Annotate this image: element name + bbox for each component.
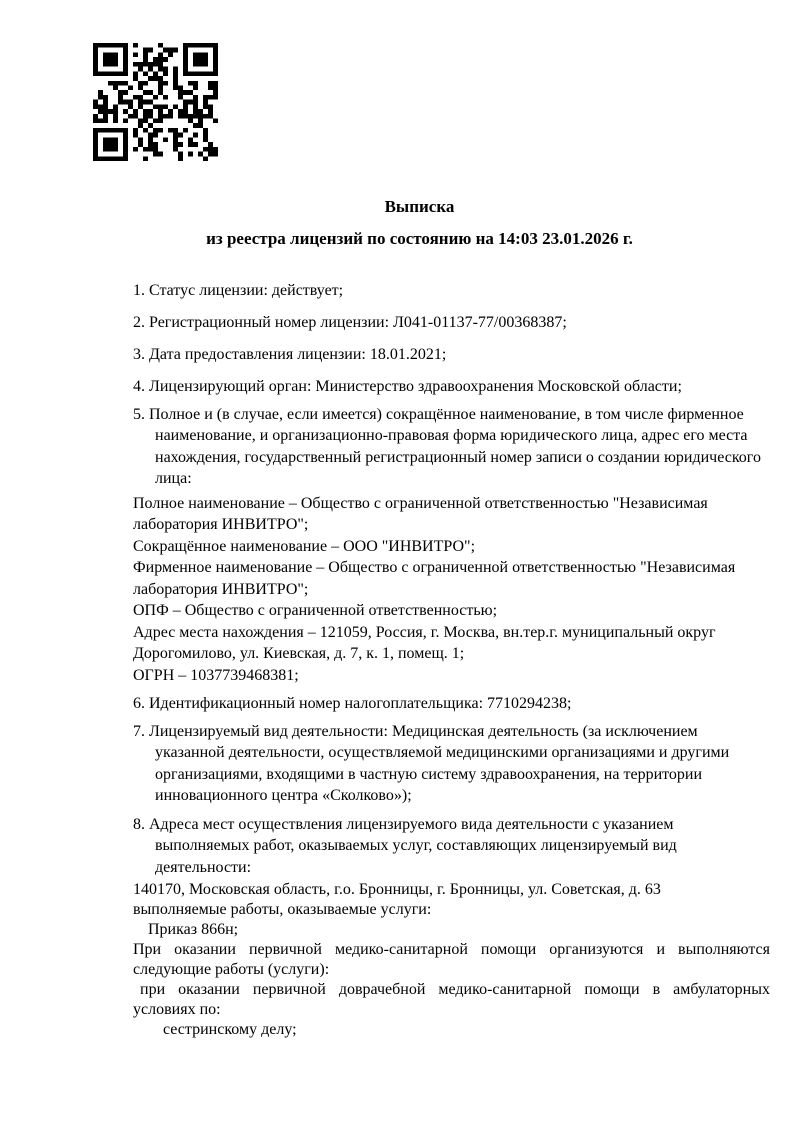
primary-care-paragraph: При оказании первичной медико-санитарной помощи организуются и выполняются следующие работы (услуги): — [133, 941, 770, 978]
license-grant-date-line: 3. Дата предоставления лицензии: 18.01.2021; — [133, 346, 447, 363]
license-reg-number-line: 2. Регистрационный номер лицензии: Л041-01137-77/00368387; — [133, 314, 567, 331]
license-status-line: 1. Статус лицензии: действует; — [133, 282, 344, 299]
org-address-line: Адрес места нахождения – 121059, Россия, г. Москва, вн.тер.г. муниципальный округ Дорогомилово, ул. Киевская, д. 7, к. 1, помещ. 1; — [133, 623, 716, 662]
taxpayer-inn-line: 6. Идентификационный номер налогоплательщика: 7710294238; — [133, 695, 572, 712]
licensed-activity-paragraph: 7. Лицензируемый вид деятельности: Медицинская деятельность (за исключением указанной деятельности, осуществляемой медицинскими организациями и другими организациями, входящими в частную систему здравоохранения, на территории инновационного центра «Сколково»); — [133, 722, 730, 804]
pre-doctor-paragraph: при оказании первичной доврачебной медико-санитарной помощи в амбулаторных условиях по: — [133, 981, 770, 1018]
org-ogrn-line: ОГРН – 1037739468381; — [133, 666, 299, 684]
document-subtitle: из реестра лицензий по состоянию на 14:03 23.01.2026 г. — [206, 229, 633, 248]
qr-code-icon — [93, 43, 218, 161]
org-short-name-line: Сокращённое наименование – ООО "ИНВИТРО"; — [133, 537, 476, 555]
nursing-line: сестринскому делу; — [163, 1021, 297, 1038]
org-brand-name-line: Фирменное наименование – Общество с ограниченной ответственностью "Независимая лаборатория ИНВИТРО"; — [133, 559, 736, 598]
works-services-label: выполняемые работы, оказываемые услуги: — [133, 901, 432, 918]
org-names-block — [133, 493, 770, 687]
work-address-line: 140170, Московская область, г.о. Бронницы, г. Бронницы, ул. Советская, д. 63 — [133, 881, 661, 898]
licensing-authority-line: 4. Лицензирующий орган: Министерство здравоохранения Московской области; — [133, 378, 682, 395]
org-opf-line: ОПФ – Общество с ограниченной ответственностью; — [133, 602, 498, 619]
order-866n-line: Приказ 866н; — [148, 921, 239, 938]
document-body — [133, 196, 770, 1040]
org-full-name-line: Полное наименование – Общество с ограниченной ответственностью "Независимая лаборатория ИНВИТРО"; — [133, 494, 708, 533]
org-info-heading: 5. Полное и (в случае, если имеется) сокращённое наименование, в том числе фирменное наименование, и организационно-правовая форма юридического лица, адрес его места нахождения, государственный регистрационный номер записи о создании юридического лица: — [133, 405, 761, 487]
activity-addresses-heading: 8. Адреса мест осуществления лицензируемого вида деятельности с указанием выполняемых работ, оказываемых услуг, составляющих лицензируемый вид деятельности: — [133, 815, 677, 876]
work-address-block — [133, 880, 770, 1040]
document-title: Выписка — [384, 197, 455, 216]
